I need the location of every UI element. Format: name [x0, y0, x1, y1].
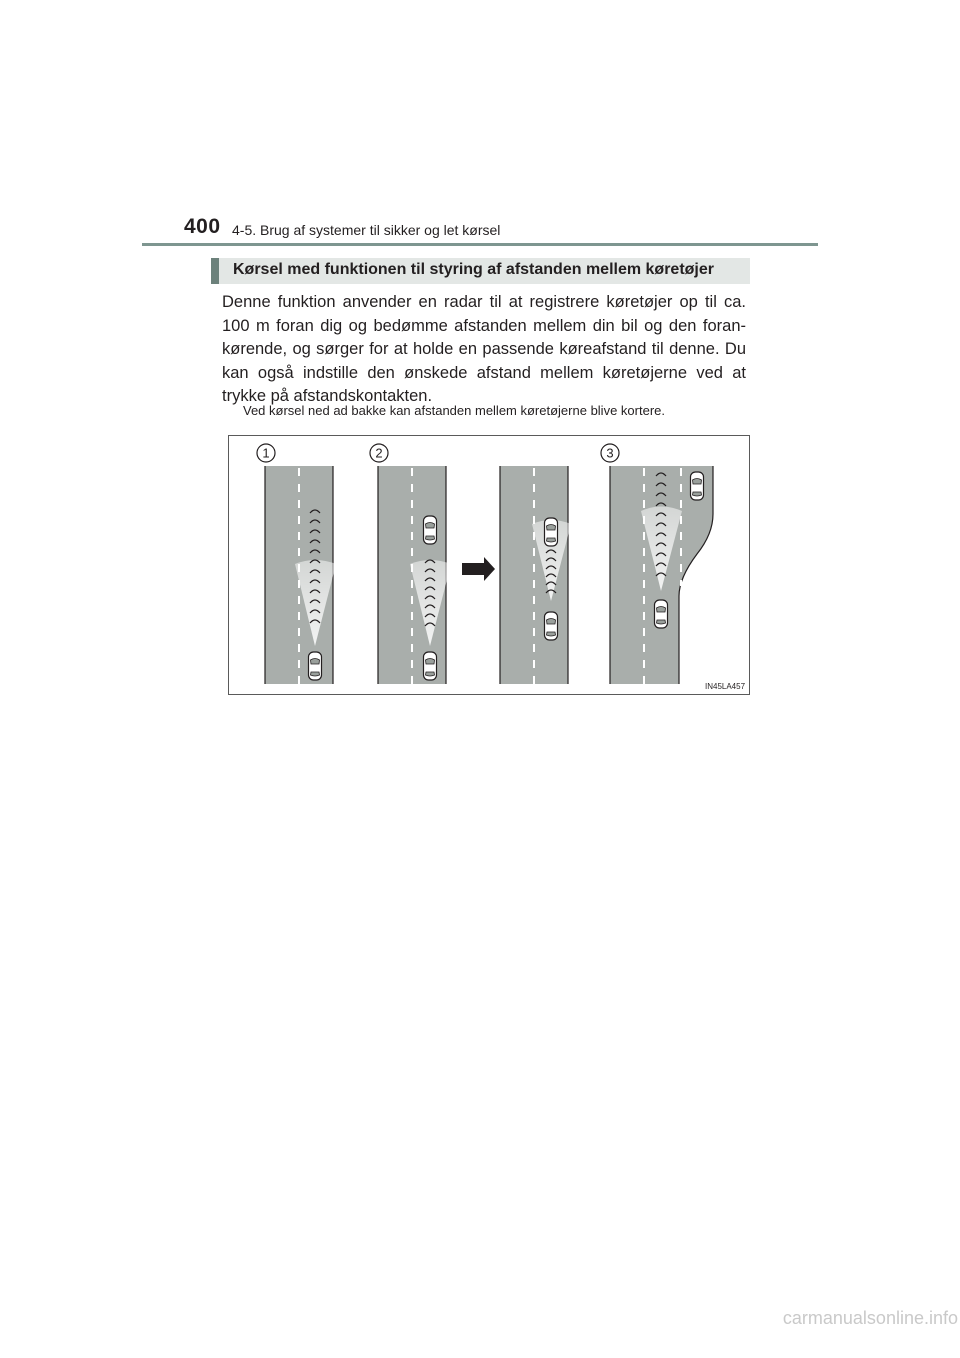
car-icon: [545, 612, 558, 640]
figure-label-3-text: 3: [606, 445, 614, 461]
body-paragraph: Denne funktion anvender en radar til at registrere køretøjer op til ca. 100 m foran dig og bedømme afstanden mellem din bil og den foran-kørende, og sørger for at holde en passende køreafstand til denne. Du kan også indstille den ønskede afstand mellem køretøjerne ved at trykke på afstandskontakten.: [222, 293, 746, 405]
note-text: Ved kørsel ned ad bakke kan afstanden mellem køretøjerne blive kortere.: [243, 403, 665, 418]
illustration: [228, 435, 750, 695]
car-icon: [691, 472, 704, 500]
figure-label-2: [370, 444, 388, 462]
section-heading-text: Kørsel med funktionen til styring af afstanden mellem køretøjer: [233, 261, 714, 278]
figure-label-3: [601, 444, 619, 462]
figure-label-1-text: 1: [262, 445, 270, 461]
road-lane-2b: [500, 466, 568, 684]
car-icon: [655, 600, 668, 628]
car-icon: [424, 652, 437, 680]
car-icon: [424, 516, 437, 544]
header-rule: [142, 243, 818, 246]
arrow-right-icon: [462, 557, 495, 581]
car-icon: [545, 518, 558, 546]
section-heading: [211, 258, 750, 284]
page-number: 400: [184, 215, 221, 238]
illustration-svg: [229, 436, 749, 694]
car-icon: [309, 652, 322, 680]
figure-code: IN45LA457: [705, 682, 746, 691]
figure-label-1: [257, 444, 275, 462]
watermark: carmanualsonline.info: [782, 1308, 958, 1328]
section-path: 4-5. Brug af systemer til sikker og let kørsel: [232, 222, 501, 238]
figure-label-2-text: 2: [375, 445, 383, 461]
